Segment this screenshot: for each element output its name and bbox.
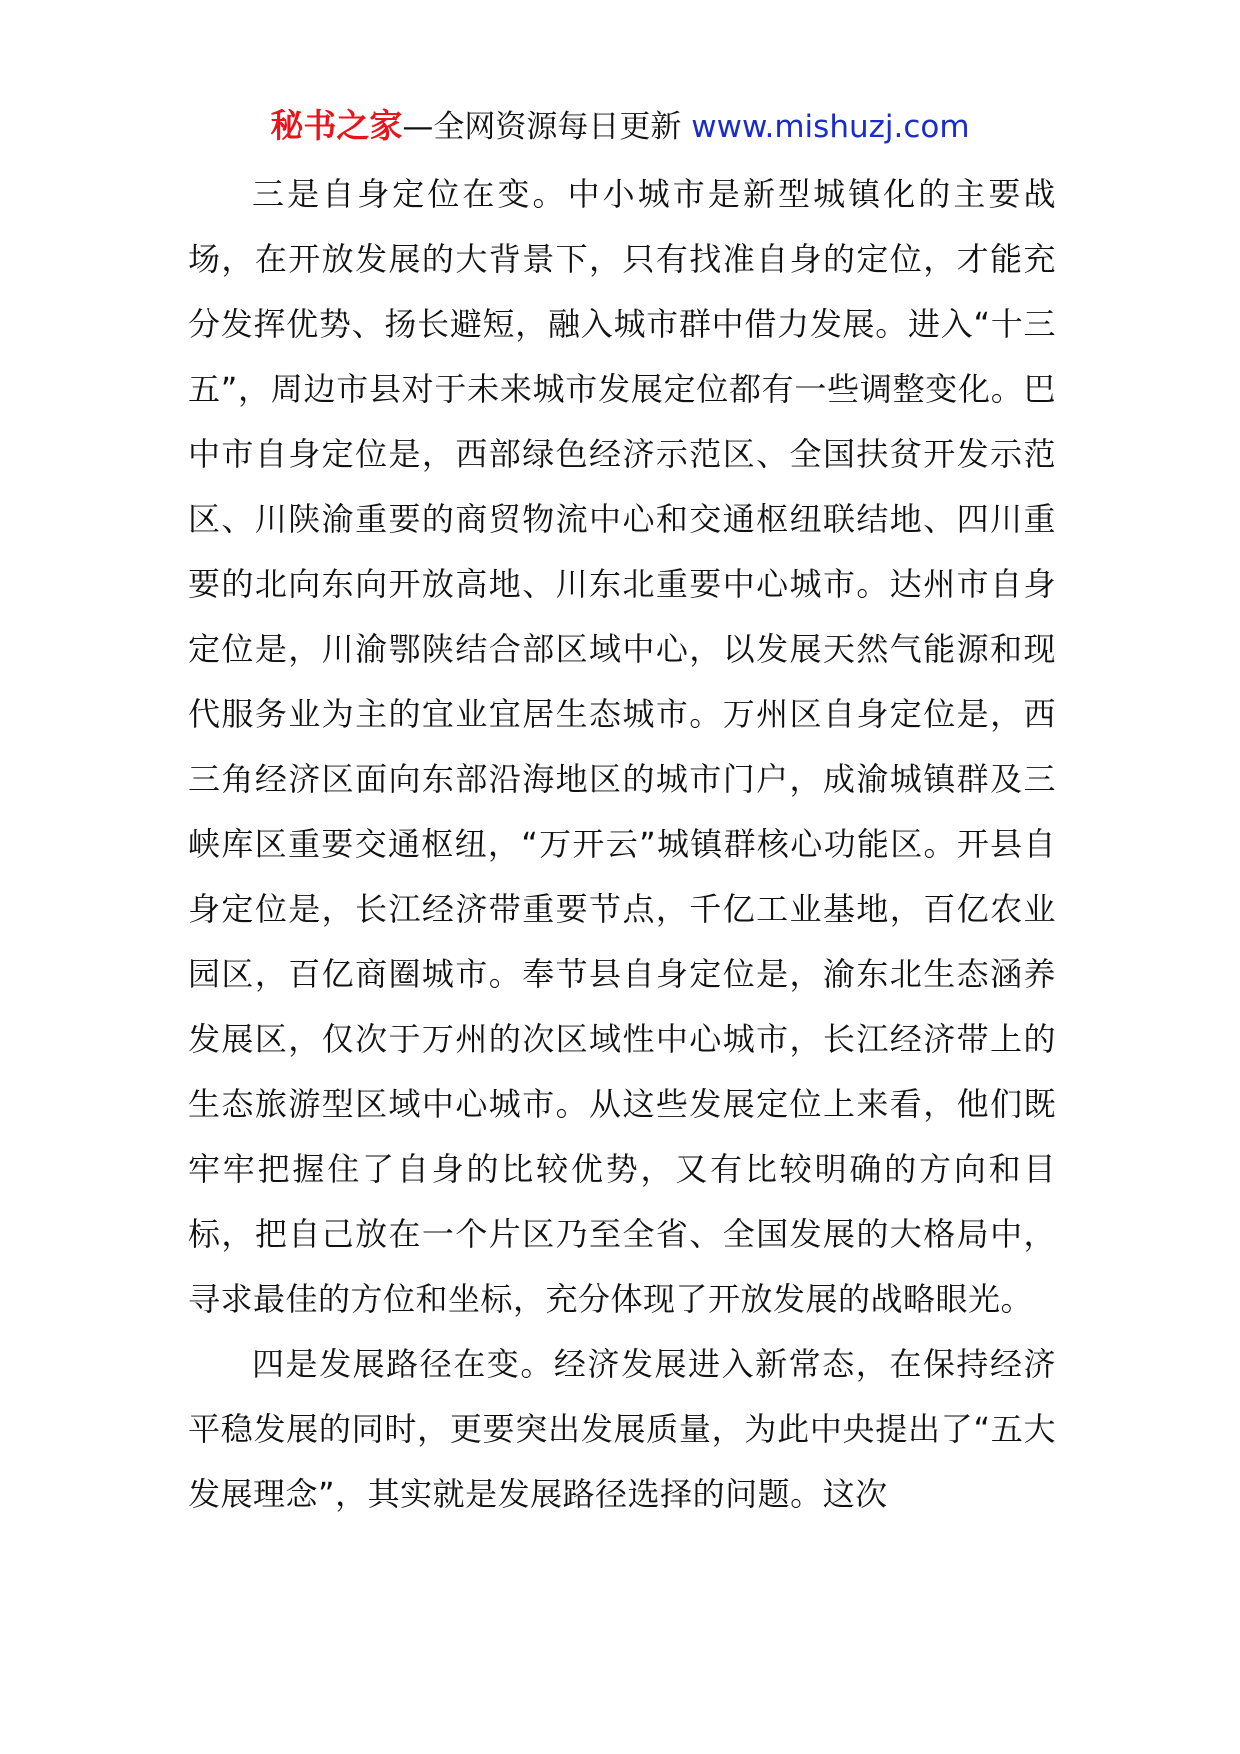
page-header [0, 104, 1240, 149]
paragraph: 四是发展路径在变。经济发展进入新常态，在保持经济平稳发展的同时，更要突出发展质量，为此中央提出了“五大发展理念”，其实就是发展路径选择的问题。这次 [188, 1345, 1056, 1513]
paragraph: 三是自身定位在变。中小城市是新型城镇化的主要战场，在开放发展的大背景下，只有找准自身的定位，才能充分发挥优势、扬长避短，融入城市群中借力发展。进入“十三五”，周边市县对于未来城市发展定位都有一些调整变化。巴中市自身定位是，西部绿色经济示范区、全国扶贫开发示范区、川陕渝重要的商贸物流中心和交通枢纽联结地、四川重要的北向东向开放高地、川东北重要中心城市。达州市自身定位是，川渝鄂陕结合部区域中心，以发展天然气能源和现代服务业为主的宜业宜居生态城市。万州区自身定位是，西三角经济区面向东部沿海地区的城市门户，成渝城镇群及三峡库区重要交通枢纽，“万开云”城镇群核心功能区。开县自身定位是，长江经济带重要节点，千亿工业基地，百亿农业园区，百亿商圈城市。奉节县自身定位是，渝东北生态涵养发展区，仅次于万州的次区域性中心城市，长江经济带上的生态旅游型区域中心城市。从这些发展定位上来看，他们既牢牢把握住了自身的比较优势，又有比较明确的方向和目标，把自己放在一个片区乃至全省、全国发展的大格局中，寻求最佳的方位和坐标，充分体现了开放发展的战略眼光。 [188, 175, 1056, 1318]
document-body [188, 162, 1056, 1527]
header-tagline: —全网资源每日更新 [402, 109, 692, 145]
site-url[interactable]: www.mishuzj.com [691, 109, 970, 145]
brand-name: 秘书之家 [270, 106, 403, 145]
